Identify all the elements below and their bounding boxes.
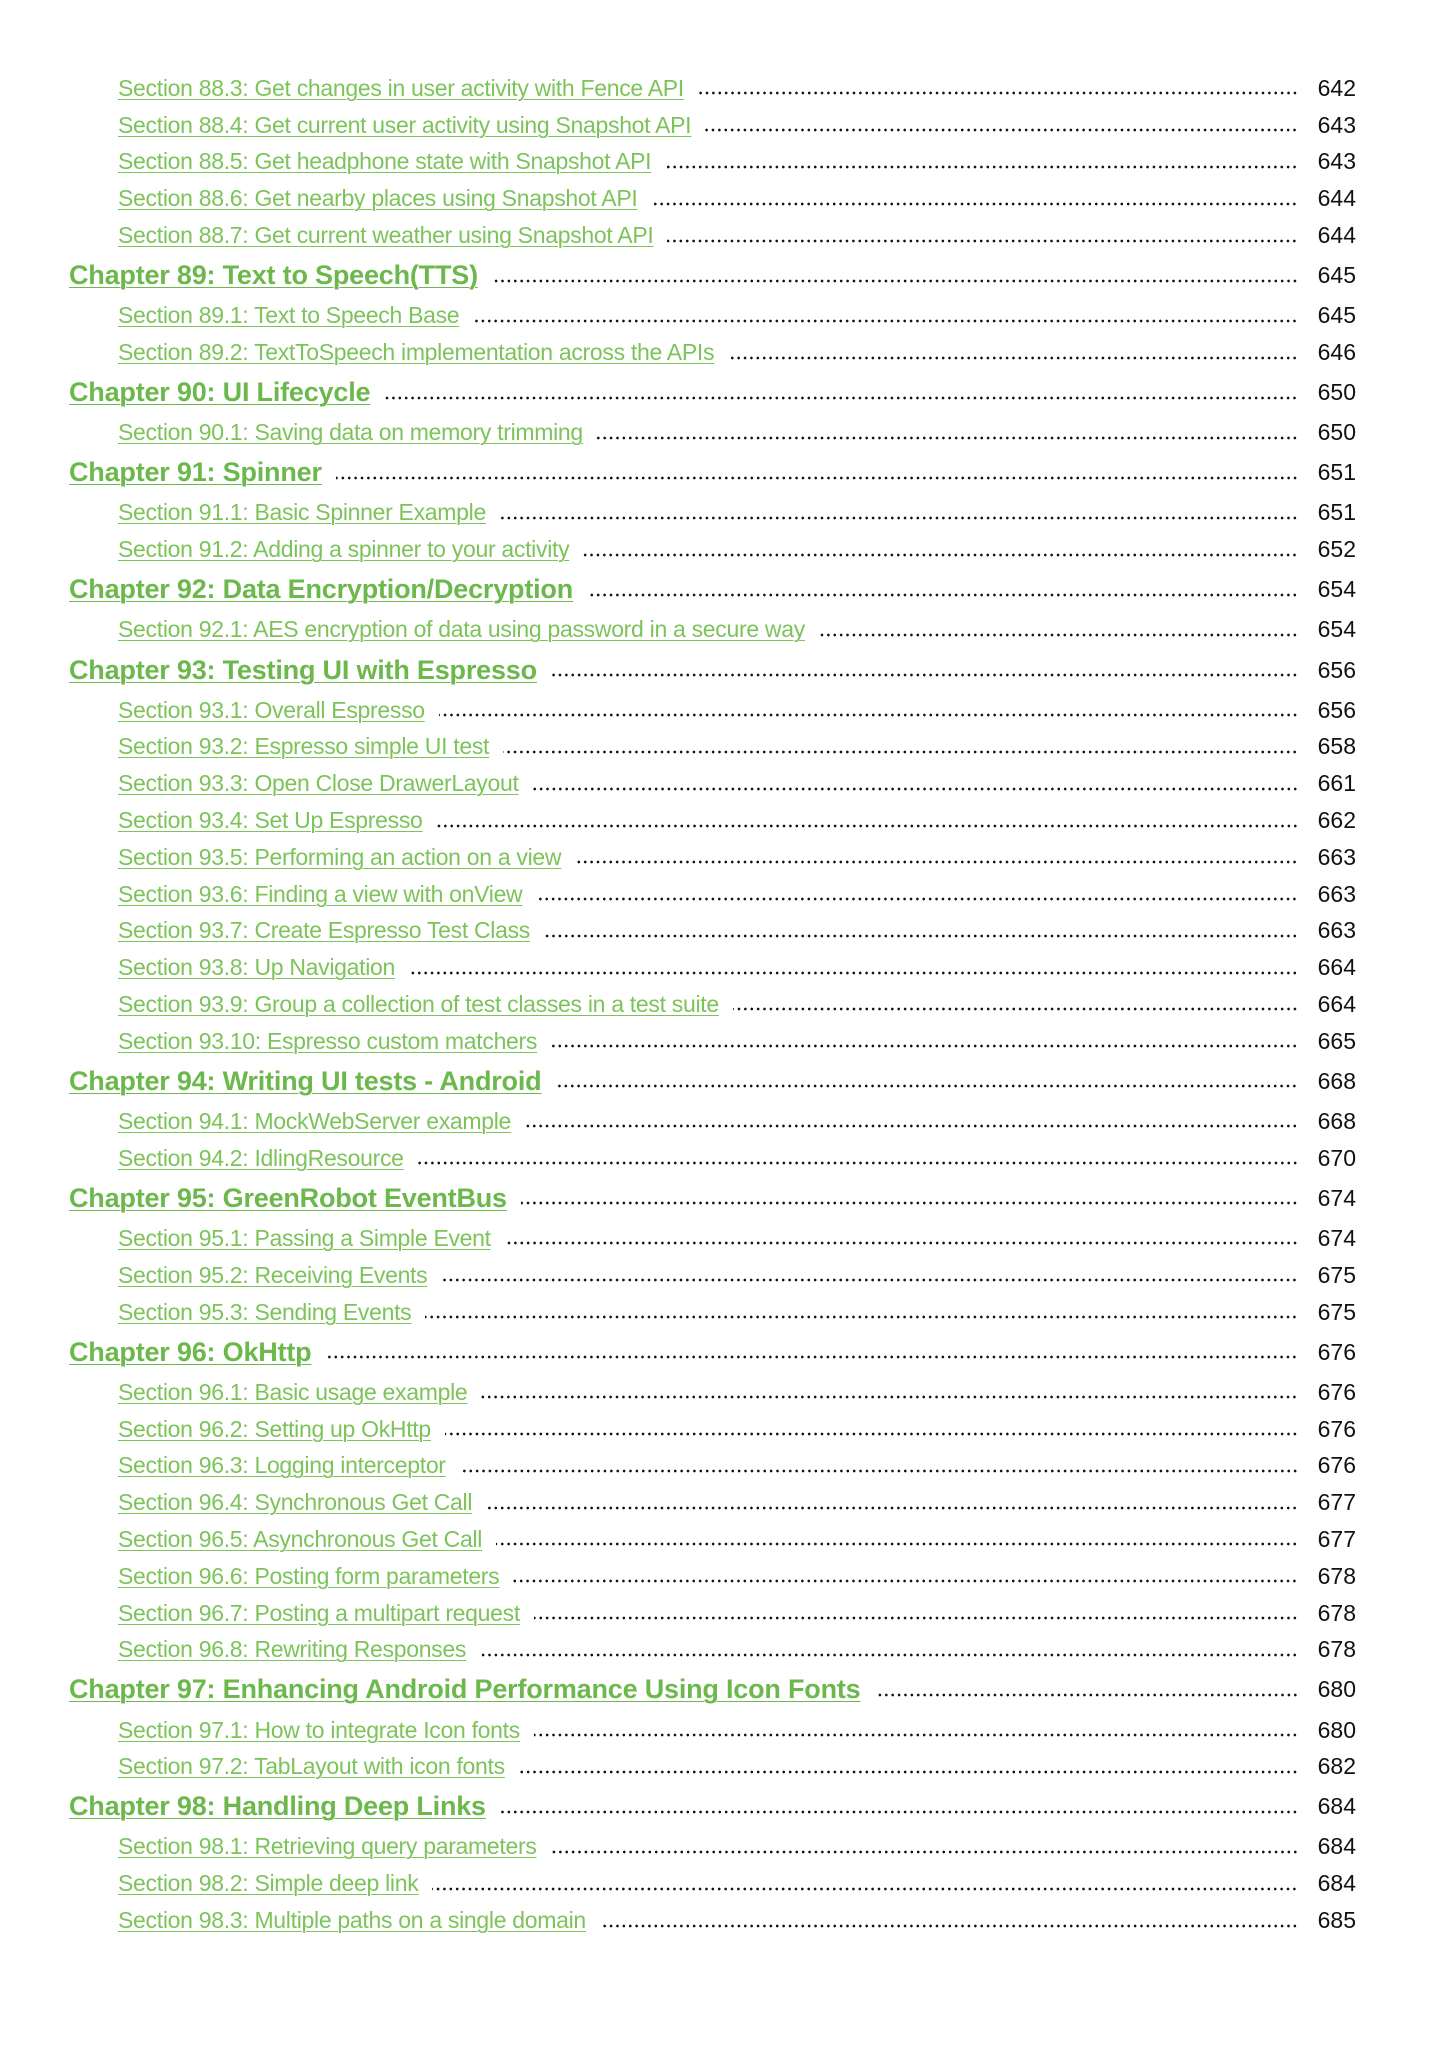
toc-section-entry[interactable] <box>0 1447 1448 1484</box>
toc-section-entry[interactable] <box>0 1521 1448 1558</box>
section-link[interactable]: Section 93.6: Finding a view with onView <box>118 880 523 907</box>
dot-leader <box>439 712 1298 718</box>
page-number: 654 <box>1317 576 1356 603</box>
page-number: 650 <box>1317 419 1356 446</box>
chapter-link[interactable]: Chapter 96: OkHttp <box>69 1336 312 1367</box>
chapter-link[interactable]: Chapter 97: Enhancing Android Performance Using Icon Fonts <box>69 1674 861 1705</box>
toc-chapter-entry[interactable] <box>0 1177 1448 1220</box>
page-number: 678 <box>1317 1562 1356 1589</box>
page-number: 668 <box>1317 1107 1356 1134</box>
page-number: 645 <box>1317 262 1356 289</box>
toc-section-entry[interactable] <box>0 1411 1448 1448</box>
dot-leader <box>597 435 1298 441</box>
toc-section-entry[interactable] <box>0 144 1448 181</box>
page-number: 685 <box>1317 1907 1356 1934</box>
toc-section-entry[interactable] <box>0 334 1448 371</box>
dot-leader <box>519 1769 1298 1775</box>
dot-leader <box>555 1083 1298 1089</box>
toc-section-entry[interactable] <box>0 802 1448 839</box>
section-link[interactable]: Section 88.4: Get current user activity using Snapshot API <box>118 111 692 138</box>
section-link[interactable]: Section 97.2: TabLayout with icon fonts <box>118 1753 505 1780</box>
toc-section-entry[interactable] <box>0 913 1448 950</box>
dot-leader <box>441 1277 1298 1283</box>
section-link[interactable]: Section 93.10: Espresso custom matchers <box>118 1027 538 1054</box>
dot-leader <box>733 1006 1298 1012</box>
toc-section-entry[interactable] <box>0 949 1448 986</box>
page-number: 676 <box>1317 1338 1356 1365</box>
dot-leader <box>496 1541 1298 1547</box>
page-number: 652 <box>1317 536 1356 563</box>
dot-leader <box>480 1652 1298 1658</box>
dot-leader <box>513 1578 1298 1584</box>
toc-section-entry[interactable] <box>0 765 1448 802</box>
section-link[interactable]: Section 96.4: Synchronous Get Call <box>118 1489 473 1516</box>
toc-section-entry[interactable] <box>0 180 1448 217</box>
page-number: 674 <box>1317 1224 1356 1251</box>
page-number: 644 <box>1317 185 1356 212</box>
toc-section-entry[interactable] <box>0 1220 1448 1257</box>
section-link[interactable]: Section 88.7: Get current weather using Snapshot API <box>118 222 654 249</box>
toc-section-entry[interactable] <box>0 1748 1448 1785</box>
toc-section-entry[interactable] <box>0 217 1448 254</box>
toc-section-entry[interactable] <box>0 986 1448 1023</box>
dot-leader <box>336 475 1298 481</box>
section-link[interactable]: Section 97.1: How to integrate Icon fonts <box>118 1716 520 1743</box>
toc-section-entry[interactable] <box>0 612 1448 649</box>
toc-section-entry[interactable] <box>0 1865 1448 1902</box>
section-link[interactable]: Section 88.5: Get headphone state with Snapshot API <box>118 148 652 175</box>
dot-leader <box>536 896 1298 902</box>
page-number: 663 <box>1317 880 1356 907</box>
page-number: 644 <box>1317 222 1356 249</box>
dot-leader <box>460 1468 1298 1474</box>
toc-chapter-entry[interactable] <box>0 254 1448 297</box>
chapter-link[interactable]: Chapter 89: Text to Speech(TTS) <box>69 260 478 291</box>
toc-section-entry[interactable] <box>0 1712 1448 1749</box>
dot-leader <box>534 1615 1298 1621</box>
page-number: 661 <box>1317 770 1356 797</box>
dot-leader <box>505 1240 1298 1246</box>
page-number: 675 <box>1317 1261 1356 1288</box>
dot-leader <box>503 749 1298 755</box>
dot-leader <box>728 355 1298 361</box>
toc-section-entry[interactable] <box>0 1103 1448 1140</box>
dot-leader <box>667 238 1298 244</box>
section-link[interactable]: Section 94.2: IdlingResource <box>118 1144 404 1171</box>
page-number: 645 <box>1317 302 1356 329</box>
chapter-link[interactable]: Chapter 98: Handling Deep Links <box>69 1791 486 1822</box>
dot-leader <box>875 1692 1299 1698</box>
section-link[interactable]: Section 93.5: Performing an action on a view <box>118 843 562 870</box>
page-number: 670 <box>1317 1144 1356 1171</box>
page-number: 643 <box>1317 111 1356 138</box>
section-link[interactable]: Section 93.9: Group a collection of test classes in a test suite <box>118 990 719 1017</box>
section-link[interactable]: Section 93.1: Overall Espresso <box>118 696 425 723</box>
chapter-link[interactable]: Chapter 90: UI Lifecycle <box>69 377 371 408</box>
dot-leader <box>473 318 1298 324</box>
section-link[interactable]: Section 88.3: Get changes in user activity with Fence API <box>118 74 684 101</box>
toc-section-entry[interactable] <box>0 1374 1448 1411</box>
toc-section-entry[interactable] <box>0 297 1448 334</box>
section-link[interactable]: Section 95.3: Sending Events <box>118 1298 412 1325</box>
page-number: 680 <box>1317 1676 1356 1703</box>
toc-section-entry[interactable] <box>0 1023 1448 1060</box>
toc-chapter-entry[interactable] <box>0 1785 1448 1828</box>
chapter-link[interactable]: Chapter 94: Writing UI tests - Android <box>69 1065 542 1096</box>
toc-chapter-entry[interactable] <box>0 1060 1448 1103</box>
dot-leader <box>525 1123 1298 1129</box>
page-number: 662 <box>1317 807 1356 833</box>
toc-chapter-entry[interactable] <box>0 648 1448 691</box>
page-number: 643 <box>1317 148 1356 175</box>
page-number: 665 <box>1317 1027 1356 1054</box>
page-number: 646 <box>1317 339 1356 366</box>
page-number: 663 <box>1317 843 1356 870</box>
toc-section-entry[interactable] <box>0 70 1448 107</box>
section-link[interactable]: Section 95.1: Passing a Simple Event <box>118 1224 491 1251</box>
dot-leader <box>325 1354 1298 1360</box>
section-link[interactable]: Section 91.2: Adding a spinner to your activity <box>118 536 570 563</box>
dot-leader <box>819 632 1298 638</box>
page-number: 664 <box>1317 990 1356 1017</box>
section-link[interactable]: Section 89.2: TextToSpeech implementation across the APIs <box>118 339 715 366</box>
dot-leader <box>600 1923 1298 1929</box>
dot-leader <box>705 127 1298 133</box>
dot-leader <box>651 201 1298 207</box>
page-number: 677 <box>1317 1489 1356 1516</box>
dot-leader <box>418 1160 1298 1166</box>
dot-leader <box>587 592 1298 598</box>
section-link[interactable]: Section 96.6: Posting form parameters <box>118 1562 500 1589</box>
section-link[interactable]: Section 94.1: MockWebServer example <box>118 1107 512 1134</box>
table-of-contents <box>0 70 1448 1939</box>
page-number: 656 <box>1317 656 1356 683</box>
page-number: 658 <box>1317 733 1356 760</box>
section-link[interactable]: Section 98.2: Simple deep link <box>118 1870 419 1897</box>
section-link[interactable]: Section 89.1: Text to Speech Base <box>118 302 460 329</box>
page-number: 674 <box>1317 1184 1356 1211</box>
page-number: 684 <box>1317 1870 1356 1897</box>
section-link[interactable]: Section 96.7: Posting a multipart request <box>118 1599 520 1626</box>
section-link[interactable]: Section 98.1: Retrieving query parameters <box>118 1833 537 1860</box>
dot-leader <box>551 1043 1298 1049</box>
page-number: 650 <box>1317 379 1356 406</box>
dot-leader <box>432 1886 1298 1892</box>
page-number: 664 <box>1317 954 1356 981</box>
chapter-link[interactable]: Chapter 92: Data Encryption/Decryption <box>69 574 574 605</box>
dot-leader <box>486 1505 1298 1511</box>
toc-section-entry[interactable] <box>0 1829 1448 1866</box>
toc-section-entry[interactable] <box>0 839 1448 876</box>
toc-section-entry[interactable] <box>0 1558 1448 1595</box>
dot-leader <box>533 786 1298 792</box>
page-number: 656 <box>1317 696 1356 723</box>
toc-section-entry[interactable] <box>0 692 1448 729</box>
page-number: 684 <box>1317 1833 1356 1860</box>
chapter-link[interactable]: Chapter 93: Testing UI with Espresso <box>69 654 537 685</box>
dot-leader <box>445 1431 1298 1437</box>
chapter-link[interactable]: Chapter 91: Spinner <box>69 457 322 488</box>
dot-leader <box>534 1732 1298 1738</box>
section-link[interactable]: Section 96.5: Asynchronous Get Call <box>118 1525 483 1552</box>
toc-section-entry[interactable] <box>0 1595 1448 1632</box>
page-number: 651 <box>1317 459 1356 486</box>
dot-leader <box>551 1849 1298 1855</box>
toc-section-entry[interactable] <box>0 414 1448 451</box>
toc-section-entry[interactable] <box>0 107 1448 144</box>
page-number: 677 <box>1317 1525 1356 1552</box>
page-number: 642 <box>1317 74 1356 101</box>
dot-leader <box>409 970 1298 976</box>
section-link[interactable]: Section 95.2: Receiving Events <box>118 1261 428 1288</box>
section-link[interactable]: Section 96.8: Rewriting Responses <box>118 1636 467 1663</box>
toc-chapter-entry[interactable] <box>0 371 1448 414</box>
page-number: 680 <box>1317 1716 1356 1743</box>
dot-leader <box>665 164 1298 170</box>
page-number: 676 <box>1317 1378 1356 1405</box>
dot-leader <box>437 823 1298 829</box>
section-link[interactable]: Section 96.2: Setting up OkHttp <box>118 1415 431 1442</box>
toc-chapter-entry[interactable] <box>0 451 1448 494</box>
toc-section-entry[interactable] <box>0 1257 1448 1294</box>
page-number: 678 <box>1317 1599 1356 1626</box>
dot-leader <box>583 552 1298 558</box>
section-link[interactable]: Section 90.1: Saving data on memory trimming <box>118 419 583 446</box>
toc-section-entry[interactable] <box>0 495 1448 532</box>
page-number: 651 <box>1317 499 1356 526</box>
toc-section-entry[interactable] <box>0 1484 1448 1521</box>
toc-section-entry[interactable] <box>0 1631 1448 1668</box>
page-number: 663 <box>1317 917 1356 944</box>
dot-leader <box>492 278 1298 284</box>
chapter-link[interactable]: Chapter 95: GreenRobot EventBus <box>69 1182 507 1213</box>
section-link[interactable]: Section 98.3: Multiple paths on a single domain <box>118 1907 586 1934</box>
section-link[interactable]: Section 92.1: AES encryption of data using password in a secure way <box>118 616 805 643</box>
toc-section-entry[interactable] <box>0 531 1448 568</box>
dot-leader <box>698 90 1298 96</box>
page-number: 654 <box>1317 616 1356 643</box>
page-number: 675 <box>1317 1298 1356 1325</box>
page-number: 682 <box>1317 1753 1356 1780</box>
section-link[interactable]: Section 93.8: Up Navigation <box>118 954 396 981</box>
toc-section-entry[interactable] <box>0 1140 1448 1177</box>
dot-leader <box>551 672 1298 678</box>
dot-leader <box>481 1394 1298 1400</box>
toc-section-entry[interactable] <box>0 876 1448 913</box>
page-number: 668 <box>1317 1067 1356 1094</box>
section-link[interactable]: Section 88.6: Get nearby places using Snapshot API <box>118 185 638 212</box>
section-link[interactable]: Section 96.3: Logging interceptor <box>118 1452 446 1479</box>
toc-chapter-entry[interactable] <box>0 568 1448 611</box>
section-link[interactable]: Section 91.1: Basic Spinner Example <box>118 499 486 526</box>
dot-leader <box>521 1200 1298 1206</box>
dot-leader <box>575 859 1298 865</box>
page-number: 676 <box>1317 1415 1356 1442</box>
section-link[interactable]: Section 93.2: Espresso simple UI test <box>118 733 490 760</box>
dot-leader <box>425 1314 1298 1320</box>
page-number: 678 <box>1317 1636 1356 1663</box>
section-link[interactable]: Section 93.7: Create Espresso Test Class <box>118 917 531 944</box>
page-number: 676 <box>1317 1452 1356 1479</box>
dot-leader <box>544 933 1298 939</box>
toc-section-entry[interactable] <box>0 1294 1448 1331</box>
page-number: 684 <box>1317 1793 1356 1820</box>
toc-section-entry[interactable] <box>0 729 1448 766</box>
section-link[interactable]: Section 96.1: Basic usage example <box>118 1378 468 1405</box>
toc-chapter-entry[interactable] <box>0 1330 1448 1373</box>
section-link[interactable]: Section 93.3: Open Close DrawerLayout <box>118 770 519 797</box>
dot-leader <box>384 395 1298 401</box>
toc-chapter-entry[interactable] <box>0 1668 1448 1711</box>
toc-section-entry[interactable] <box>0 1902 1448 1939</box>
dot-leader <box>500 515 1298 521</box>
section-link[interactable]: Section 93.4: Set Up Espresso <box>118 807 423 833</box>
dot-leader <box>500 1809 1298 1815</box>
